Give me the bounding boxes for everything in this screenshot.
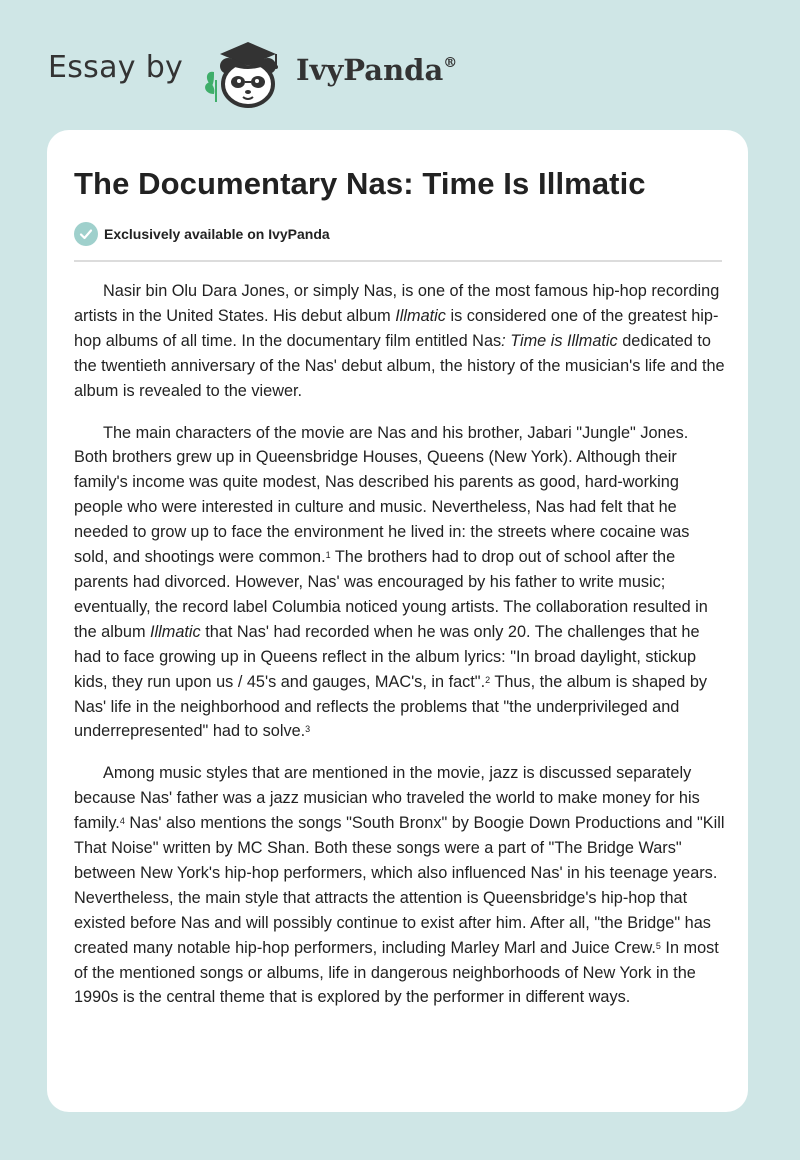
footnote-ref: 1	[325, 550, 331, 561]
exclusive-badge	[74, 222, 330, 246]
text-run: The brothers had to drop out of school after the parents had divorced. However, Nas' was encouraged by his father to write music; eventually, the record label Columbia noticed young artists. The collaboration resulted in the album	[74, 548, 708, 641]
divider	[74, 260, 722, 262]
text-run: In most of the mentioned songs or albums, life in dangerous neighborhoods of New York in the 1990s is the central theme that is explored by the performer in different ways.	[74, 938, 719, 1007]
essay-body	[74, 279, 726, 1027]
paragraph	[74, 421, 726, 745]
footnote-ref: 2	[485, 674, 491, 685]
text-run: The main characters of the movie are Nas and his brother, Jabari "Jungle" Jones. Both brothers grew up in Queensbridge Houses, Queens (New York). Although their family's income was quite modest, Nas described his parents as good, hard-working people who were interested in culture and music. Nevertheless, Nas had felt that he needed to grow up to face the environment he lived in: the streets where cocaine was sold, and shootings were common.	[74, 423, 690, 567]
text-run: Thus, the album is shaped by Nas' life in the neighborhood and reflects the problems that "the underprivileged and underrepresented" had to solve.	[74, 672, 708, 741]
italic-title: Illmatic	[150, 622, 201, 641]
exclusive-badge-label: Exclusively available on IvyPanda	[104, 226, 330, 242]
text-run: dedicated to the twentieth anniversary of the Nas' debut album, the history of the musician's life and the album is revealed to the viewer.	[74, 331, 725, 400]
text-run: Nas' also mentions the songs "South Bronx" by Boogie Down Productions and "Kill That Noise" written by MC Shan. Both these songs were a part of "The Bridge Wars" between New York's hip-hop performers, which also influenced Nas' in his teenage years. Nevertheless, the main style that attracts the attention is Queensbridge's hip-hop that existed before Nas and will possibly continue to exist after him. After all, "the Bridge" has created many notable hip-hop performers, including Marley Marl and Juice Crew.	[74, 814, 725, 957]
essay-title: The Documentary Nas: Time Is Illmatic	[74, 166, 646, 201]
footnote-ref: 4	[119, 816, 125, 827]
paragraph	[74, 761, 726, 1010]
essay-card	[47, 130, 748, 1112]
paragraph	[74, 279, 726, 404]
footnote-ref: 3	[305, 724, 311, 735]
text-run: is considered one of the greatest hip-hop albums of all time. In the documentary film entitled Nas	[74, 306, 719, 350]
footnote-ref: 5	[655, 940, 661, 951]
text-run: that Nas' had recorded when he was only 20. The challenges that he had to face growing up in Queens reflect in the album lyrics: "In broad daylight, stickup kids, they run upon us / 45's and gauges, MAC's, in fact".	[74, 622, 700, 691]
essay-by-label: Essay by	[48, 50, 184, 85]
text-run: Nasir bin Olu Dara Jones, or simply Nas, is one of the most famous hip-hop recording artists in the United States. His debut album	[74, 282, 720, 325]
panda-graduation-cap-icon[interactable]	[200, 36, 292, 110]
site-header	[0, 0, 800, 130]
text-run: Among music styles that are mentioned in the movie, jazz is discussed separately because Nas' father was a jazz musician who traveled the world to make money for his family.	[74, 764, 700, 833]
italic-title: : Time is Illmatic	[501, 331, 618, 350]
registered-mark: ®	[443, 55, 458, 71]
ivypanda-brand-name[interactable]: IvyPanda®	[296, 53, 458, 87]
checkmark-circle-icon	[74, 222, 98, 246]
italic-title: Illmatic	[395, 306, 446, 325]
